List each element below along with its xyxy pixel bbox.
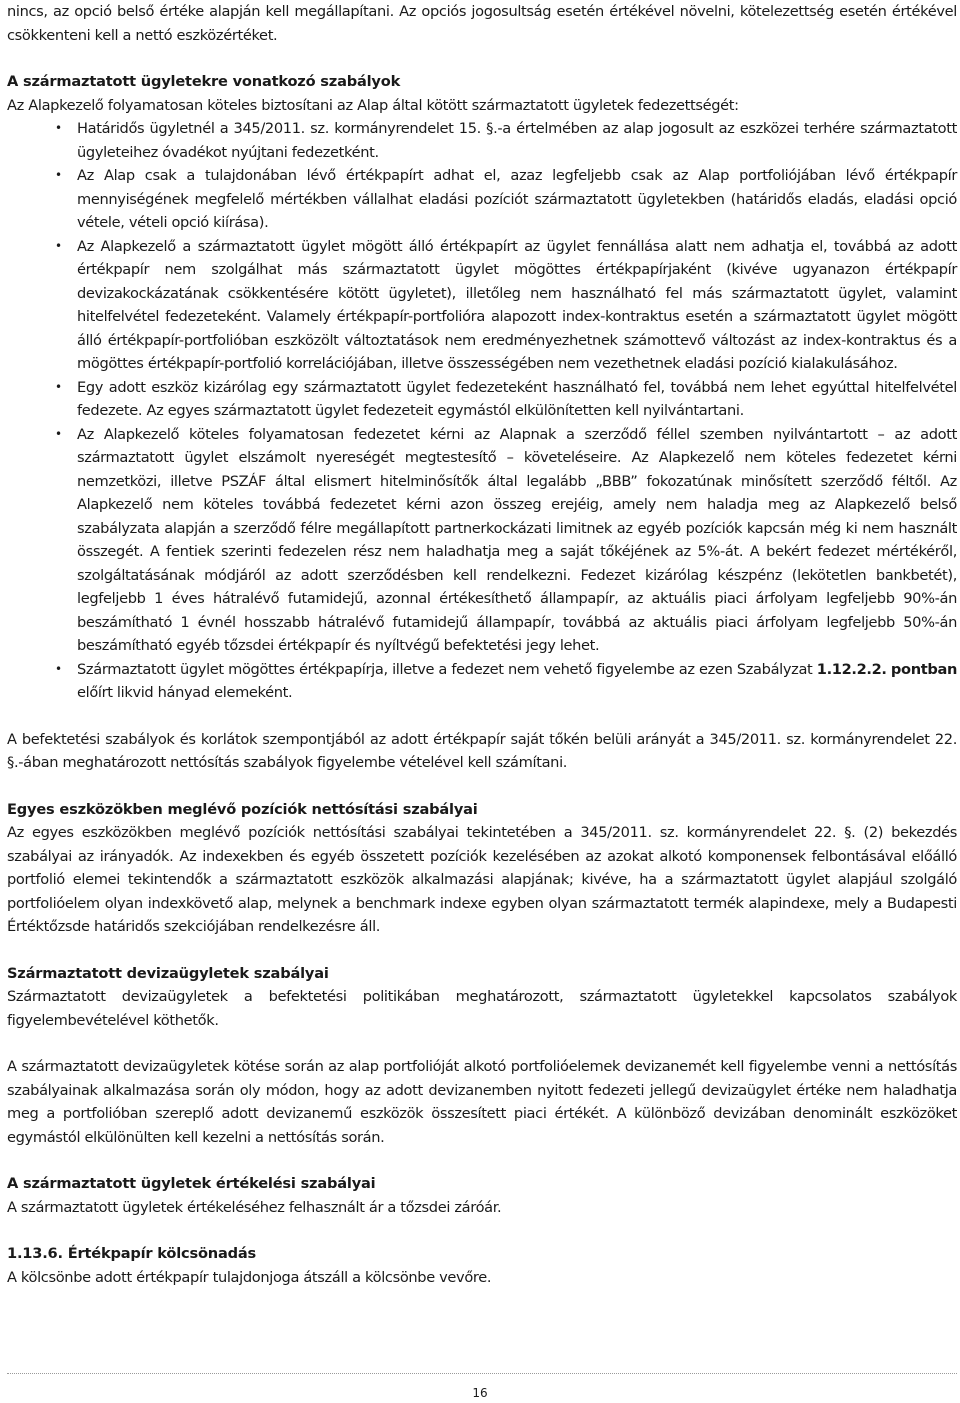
list-item — [7, 658, 957, 705]
derivatives-rules-list — [7, 117, 957, 705]
derivatives-lead-paragraph: Az Alapkezelő folyamatosan köteles biztosítani az Alap által kötött származtatott ügyletek fedezettségét: — [7, 96, 739, 114]
list-item-text: Származtatott ügylet mögöttes értékpapírja, illetve a fedezet nem vehető figyelembe az ezen Szabályzat — [77, 660, 817, 678]
section-reference: 1.12.2.2. — [816, 660, 887, 678]
section-heading-securities-lending: 1.13.6. Értékpapír kölcsönadás — [7, 1245, 257, 1262]
list-item: • Határidős ügyletnél a 345/2011. sz. kormányrendelet 15. §.-a értelmében az alap jogosult az eszközei terhére származtatott ügyleteihez óvadékot nyújtani fedezetként. — [7, 117, 957, 164]
list-item: • Egy adott eszköz kizárólag egy származtatott ügylet fedezeteként használható fel, továbbá nem lehet egyúttal hitelfelvétel fedezete. Az egyes származtatott ügylet fedezeteit egymástól elkülönítetten kell nyilvántartani. — [7, 376, 957, 423]
netting-paragraph: Az egyes eszközökben meglévő pozíciók nettósítási szabályai tekintetében a 345/2011. sz. kormányrendelet 22. §. (2) bekezdés szabályai az irányadók. Az indexekben és egyéb összetett pozíciók kezelésében az azokat alkotó komponensek felbontásával előálló portfolió elemei tekintendők a származtatott eszközök alkalmazási alapjának; kivéve, ha a származtatott ügylet alapjául szolgáló portfolióelem olyan indexkövető alap, melynek a benchmark indexe egyben olyan származtatott termék alapindexe, mely a Budapesti Értéktőzsde határidős szekciójában rendelkezésre áll. — [7, 824, 957, 935]
intro-paragraph: nincs, az opció belső értéke alapján kell megállapítani. Az opciós jogosultság esetén értékével növelni, kötelezettség esetén értékével csökkenteni kell a nettó eszközértéket. — [7, 3, 957, 44]
list-item: • Az Alapkezelő a származtatott ügylet mögött álló értékpapírt az ügylet fennállása alatt nem adhatja el, továbbá az adott értékpapír nem szolgálhat más származtatott ügylet mögöttes értékpapírjaként (kivéve ugyanazon értékpapír devizakockázatának csökkentésére kötött ügyletet), illetőleg nem használható fel más származtatott ügylet, valamint hitelfelvétel fedezeteként. Valamely értékpapír-portfolióra alapozott index-kontraktus esetén a származtatott ügylet mögött álló értékpapír-portfolióban eszközölt változtatások nem eredményezhetnek számottevő változást az index-kontraktus és a mögöttes értékpapír-portfolió korrelációjában, illetve összességében nem vezethetnek eladási pozíció kialakulásához. — [7, 235, 957, 376]
footer-divider — [7, 1373, 957, 1374]
section-reference-suffix: pontban — [890, 660, 957, 678]
document-page — [7, 0, 957, 1289]
securities-lending-paragraph: A kölcsönbe adott értékpapír tulajdonjoga átszáll a kölcsönbe vevőre. — [7, 1268, 492, 1286]
section-heading-valuation-rules: A származtatott ügyletek értékelési szabályai — [7, 1175, 376, 1192]
limits-paragraph: A befektetési szabályok és korlátok szempontjából az adott értékpapír saját tőkén belüli arányát a 345/2011. sz. kormányrendelet 22. §.-ában meghatározott nettósítás szabályok figyelembe vételével kell számítani. — [7, 730, 957, 771]
list-item-text-end: előírt likvid hányad elemeként. — [77, 684, 293, 701]
fx-derivatives-paragraph: Származtatott devizaügyletek a befektetési politikában meghatározott, származtatott ügyletekkel kapcsolatos szabályok figyelembevételével köthetők. — [7, 988, 957, 1029]
page-number: 16 — [472, 1386, 488, 1400]
list-item: • Az Alapkezelő köteles folyamatosan fedezetet kérni az Alapnak a szerződő féllel szemben nyilvántartott – az adott származtatott ügylet elszámolt nyereségét megtestesítő – követeléseire. Az Alapkezelő nem köteles fedezetet kérni nemzetközi, illetve PSZÁF által elismert hitelminősítők által legalább „BBB” fokozatúnak minősített szerződő féltől. Az Alapkezelő nem köteles továbbá fedezetet kérni azon összeg erejéig, amely nem haladja meg az Alapkezelő belső szabályzata alapján a szerződő félre megállapított partnerkockázati limitnek az egyéb pozíciók kapcsán még ki nem használt összegét. A fentiek szerinti fedezelen rész nem haladhatja meg a saját tőkéjének az 5%-át. A bekért fedezet mértékéről, szolgáltatásának módjáról az adott szerződésben kell rendelkezni. Fedezet kizárólag készpénz (lekötetlen bankbetét), legfeljebb 1 éves hátralévő futamidejű, azonnal értékesíthető állampapír, az aktuális piaci árfolyam legfeljebb 90%-án beszámítható 1 évnél hosszabb hátralévő futamidejű állampapír, továbbá az aktuális piaci árfolyam legfeljebb 50%-án beszámítható egyéb tőzsdei értékpapír és nyíltvégű befektetési jegy lehet. — [7, 423, 957, 658]
section-heading-fx-derivatives: Származtatott devizaügyletek szabályai — [7, 964, 329, 982]
fx-netting-paragraph: A származtatott devizaügyletek kötése során az alap portfolióját alkotó portfolióelemek devizanemét kell figyelembe venni a nettósítás szabályainak alkalmazása során oly módon, hogy az adott devizanemben nyitott fedezeti jellegű devizaügylet értéke nem haladhatja meg a portfolióban szereplő adott devizanemű eszközök összesített piaci értékét. A különböző devizában denominált eszközöket egymástól elkülönülten kell kezelni a nettósítás során. — [7, 1058, 957, 1146]
section-heading-derivatives-rules: A származtatott ügyletekre vonatkozó szabályok — [7, 73, 401, 90]
list-item: • Az Alap csak a tulajdonában lévő értékpapírt adhat el, azaz legfeljebb csak az Alap portfoliójában lévő értékpapír mennyiségének megfelelő mértékben vállalhat eladási pozíciót származtatott ügyletekben (határidős eladás, eladási opció vétele, vételi opció kiírása). — [7, 164, 957, 235]
section-heading-netting-rules: Egyes eszközökben meglévő pozíciók nettósítási szabályai — [7, 800, 478, 818]
valuation-paragraph: A származtatott ügyletek értékeléséhez felhasznált ár a tőzsdei záróár. — [7, 1198, 502, 1216]
